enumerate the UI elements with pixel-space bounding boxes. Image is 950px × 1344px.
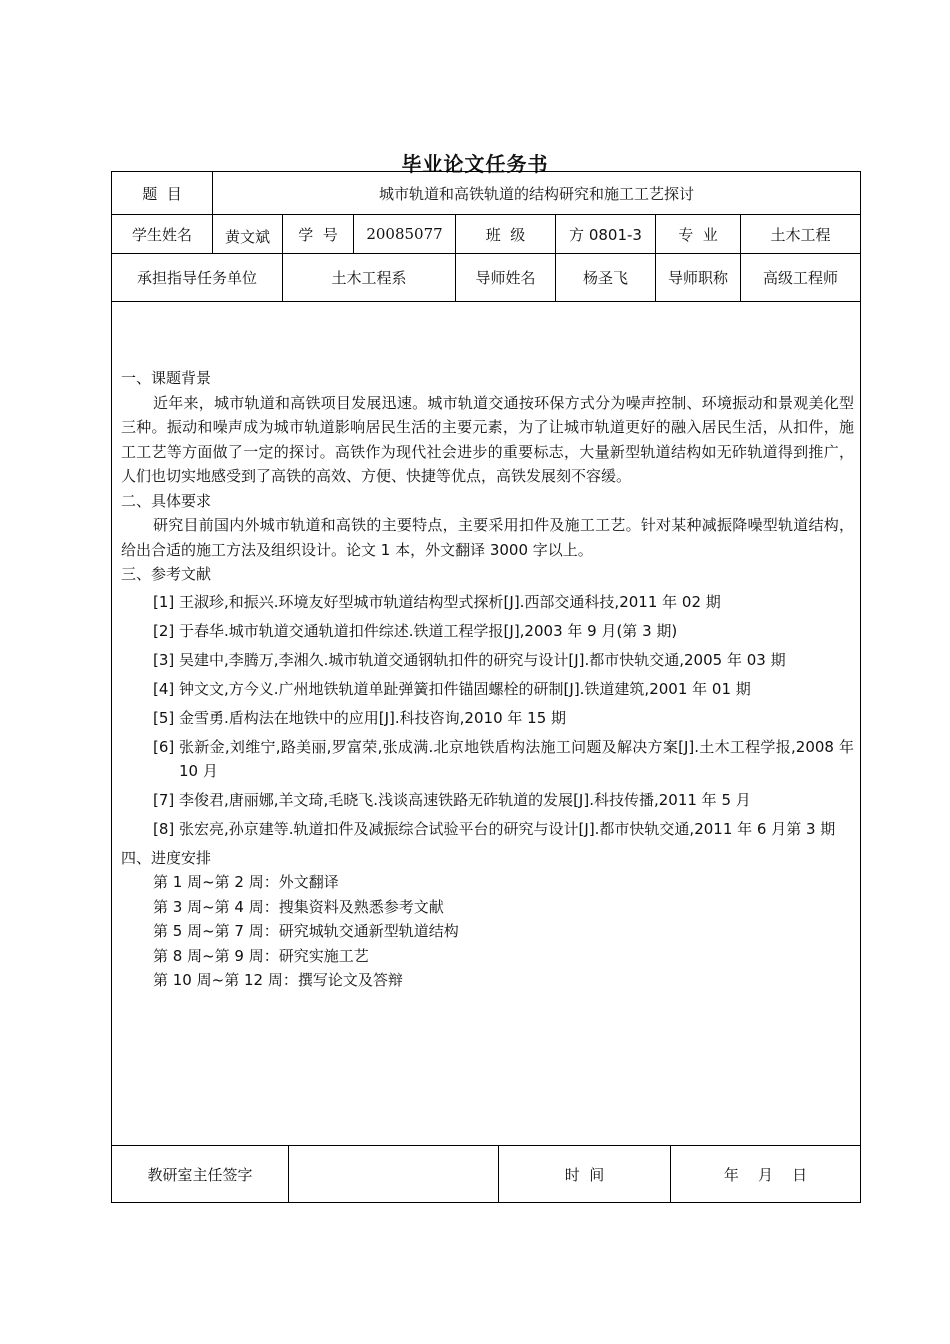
- reference-number: [1]: [153, 592, 175, 611]
- references-heading: 三、参考文献: [121, 565, 212, 583]
- reference-item: [153, 817, 854, 841]
- reference-text: 王淑珍,和振兴.环境友好型城市轨道结构型式探析[J].西部交通科技,2011 年 02 期: [179, 592, 721, 611]
- reference-item: [153, 619, 854, 643]
- schedule-heading: 四、进度安排: [121, 848, 212, 867]
- student-name-label: 学生姓名: [131, 225, 192, 244]
- reference-number: [8]: [153, 819, 175, 838]
- schedule-list: [121, 870, 854, 993]
- schedule-item: 第 10 周~第 12 周：撰写论文及答辩: [153, 971, 403, 989]
- reference-text: 金雪勇.盾构法在地铁中的应用[J].科技咨询,2010 年 15 期: [179, 708, 566, 727]
- major-value: 土木工程: [770, 225, 831, 244]
- requirements-heading: 二、具体要求: [121, 491, 212, 510]
- reference-number: [2]: [153, 621, 175, 640]
- reference-item: [153, 590, 854, 614]
- unit-value: 土木工程系: [331, 269, 407, 287]
- reference-number: [7]: [153, 790, 175, 809]
- student-id: 20085077: [366, 225, 443, 243]
- reference-number: [4]: [153, 679, 175, 698]
- signature-field: [289, 1146, 498, 1203]
- advisor-name-label: 导师姓名: [475, 269, 536, 287]
- reference-number: [5]: [153, 708, 175, 727]
- schedule-item: 第 3 周~第 4 周：搜集资料及熟悉参考文献: [153, 897, 444, 916]
- advisor-title-label: 导师职称: [667, 269, 728, 287]
- reference-text: 钟文文,方今义.广州地铁轨道单趾弹簧扣件锚固螺栓的研制[J].铁道建筑,2001 年 01 期: [179, 679, 751, 698]
- advisor-name: 杨圣飞: [582, 269, 628, 287]
- advisor-title: 高级工程师: [762, 269, 838, 287]
- topic-label: 题 目: [142, 184, 182, 203]
- reference-number: [3]: [153, 650, 175, 669]
- reference-list: [121, 590, 854, 841]
- reference-item: [153, 788, 854, 812]
- task-content: [121, 366, 854, 993]
- time-label: 时 间: [564, 1166, 605, 1184]
- background-text: 近年来，城市轨道和高铁项目发展迅速。城市轨道交通按环保方式分为噪声控制、环境振动和景观美化型三种。振动和噪声成为城市轨道影响居民生活的主要元素，为了让城市轨道更好的融入居民生活，从扣件，施工工艺等方面做了一定的探讨。高铁作为现代社会进步的重要标志，大量新型轨道结构如无砟轨道得到推广，人们也切实地感受到了高铁的高效、方便、快捷等优点，高铁发展刻不容缓。: [121, 393, 854, 485]
- document-title: 毕业论文任务书: [401, 152, 549, 176]
- reference-number: [6]: [153, 737, 175, 756]
- background-heading: 一、课题背景: [121, 369, 212, 387]
- reference-text: 李俊君,唐丽娜,羊文琦,毛晓飞.浅谈高速铁路无砟轨道的发展[J].科技传播,2011 年 5 月: [179, 790, 751, 809]
- date-field: 年 月 日: [723, 1166, 808, 1184]
- major-label: 专 业: [678, 225, 718, 244]
- reference-text: 于春华.城市轨道交通轨道扣件综述.铁道工程学报[J],2003 年 9 月(第 3 期): [179, 621, 678, 640]
- reference-text: 吴建中,李腾万,李湘久.城市轨道交通钢轨扣件的研究与设计[J].都市快轨交通,2005 年 03 期: [179, 650, 786, 669]
- student-id-label: 学 号: [298, 225, 338, 244]
- row-divider: [111, 301, 861, 302]
- reference-item: [153, 677, 854, 701]
- reference-item: [153, 706, 854, 730]
- unit-label: 承担指导任务单位: [136, 269, 257, 287]
- student-name: 黄文斌: [224, 227, 270, 246]
- topic-value: 城市轨道和高铁轨道的结构研究和施工工艺探讨: [378, 184, 694, 203]
- schedule-item: 第 5 周~第 7 周：研究城轨交通新型轨道结构: [153, 922, 459, 940]
- reference-item: [153, 735, 854, 783]
- reference-text: 张新金,刘维宁,路美丽,罗富荣,张成满.北京地铁盾构法施工问题及解决方案[J].土木工程学报,2008 年 10 月: [179, 737, 854, 780]
- schedule-item: 第 8 周~第 9 周：研究实施工艺: [153, 946, 369, 965]
- class-value: 方 0801-3: [569, 225, 642, 244]
- class-label: 班 级: [485, 225, 526, 244]
- reference-item: [121, 648, 854, 672]
- signature-label: 教研室主任签字: [147, 1166, 253, 1184]
- schedule-item: 第 1 周~第 2 周：外文翻译: [153, 873, 339, 891]
- requirements-text: 研究目前国内外城市轨道和高铁的主要特点，主要采用扣件及施工工艺。针对某种减振降噪型轨道结构，给出合适的施工方法及组织设计。论文 1 本，外文翻译 3000 字以上。: [121, 516, 854, 559]
- reference-text: 张宏亮,孙京建等.轨道扣件及减振综合试验平台的研究与设计[J].都市快轨交通,2011 年 6 月第 3 期: [179, 819, 836, 838]
